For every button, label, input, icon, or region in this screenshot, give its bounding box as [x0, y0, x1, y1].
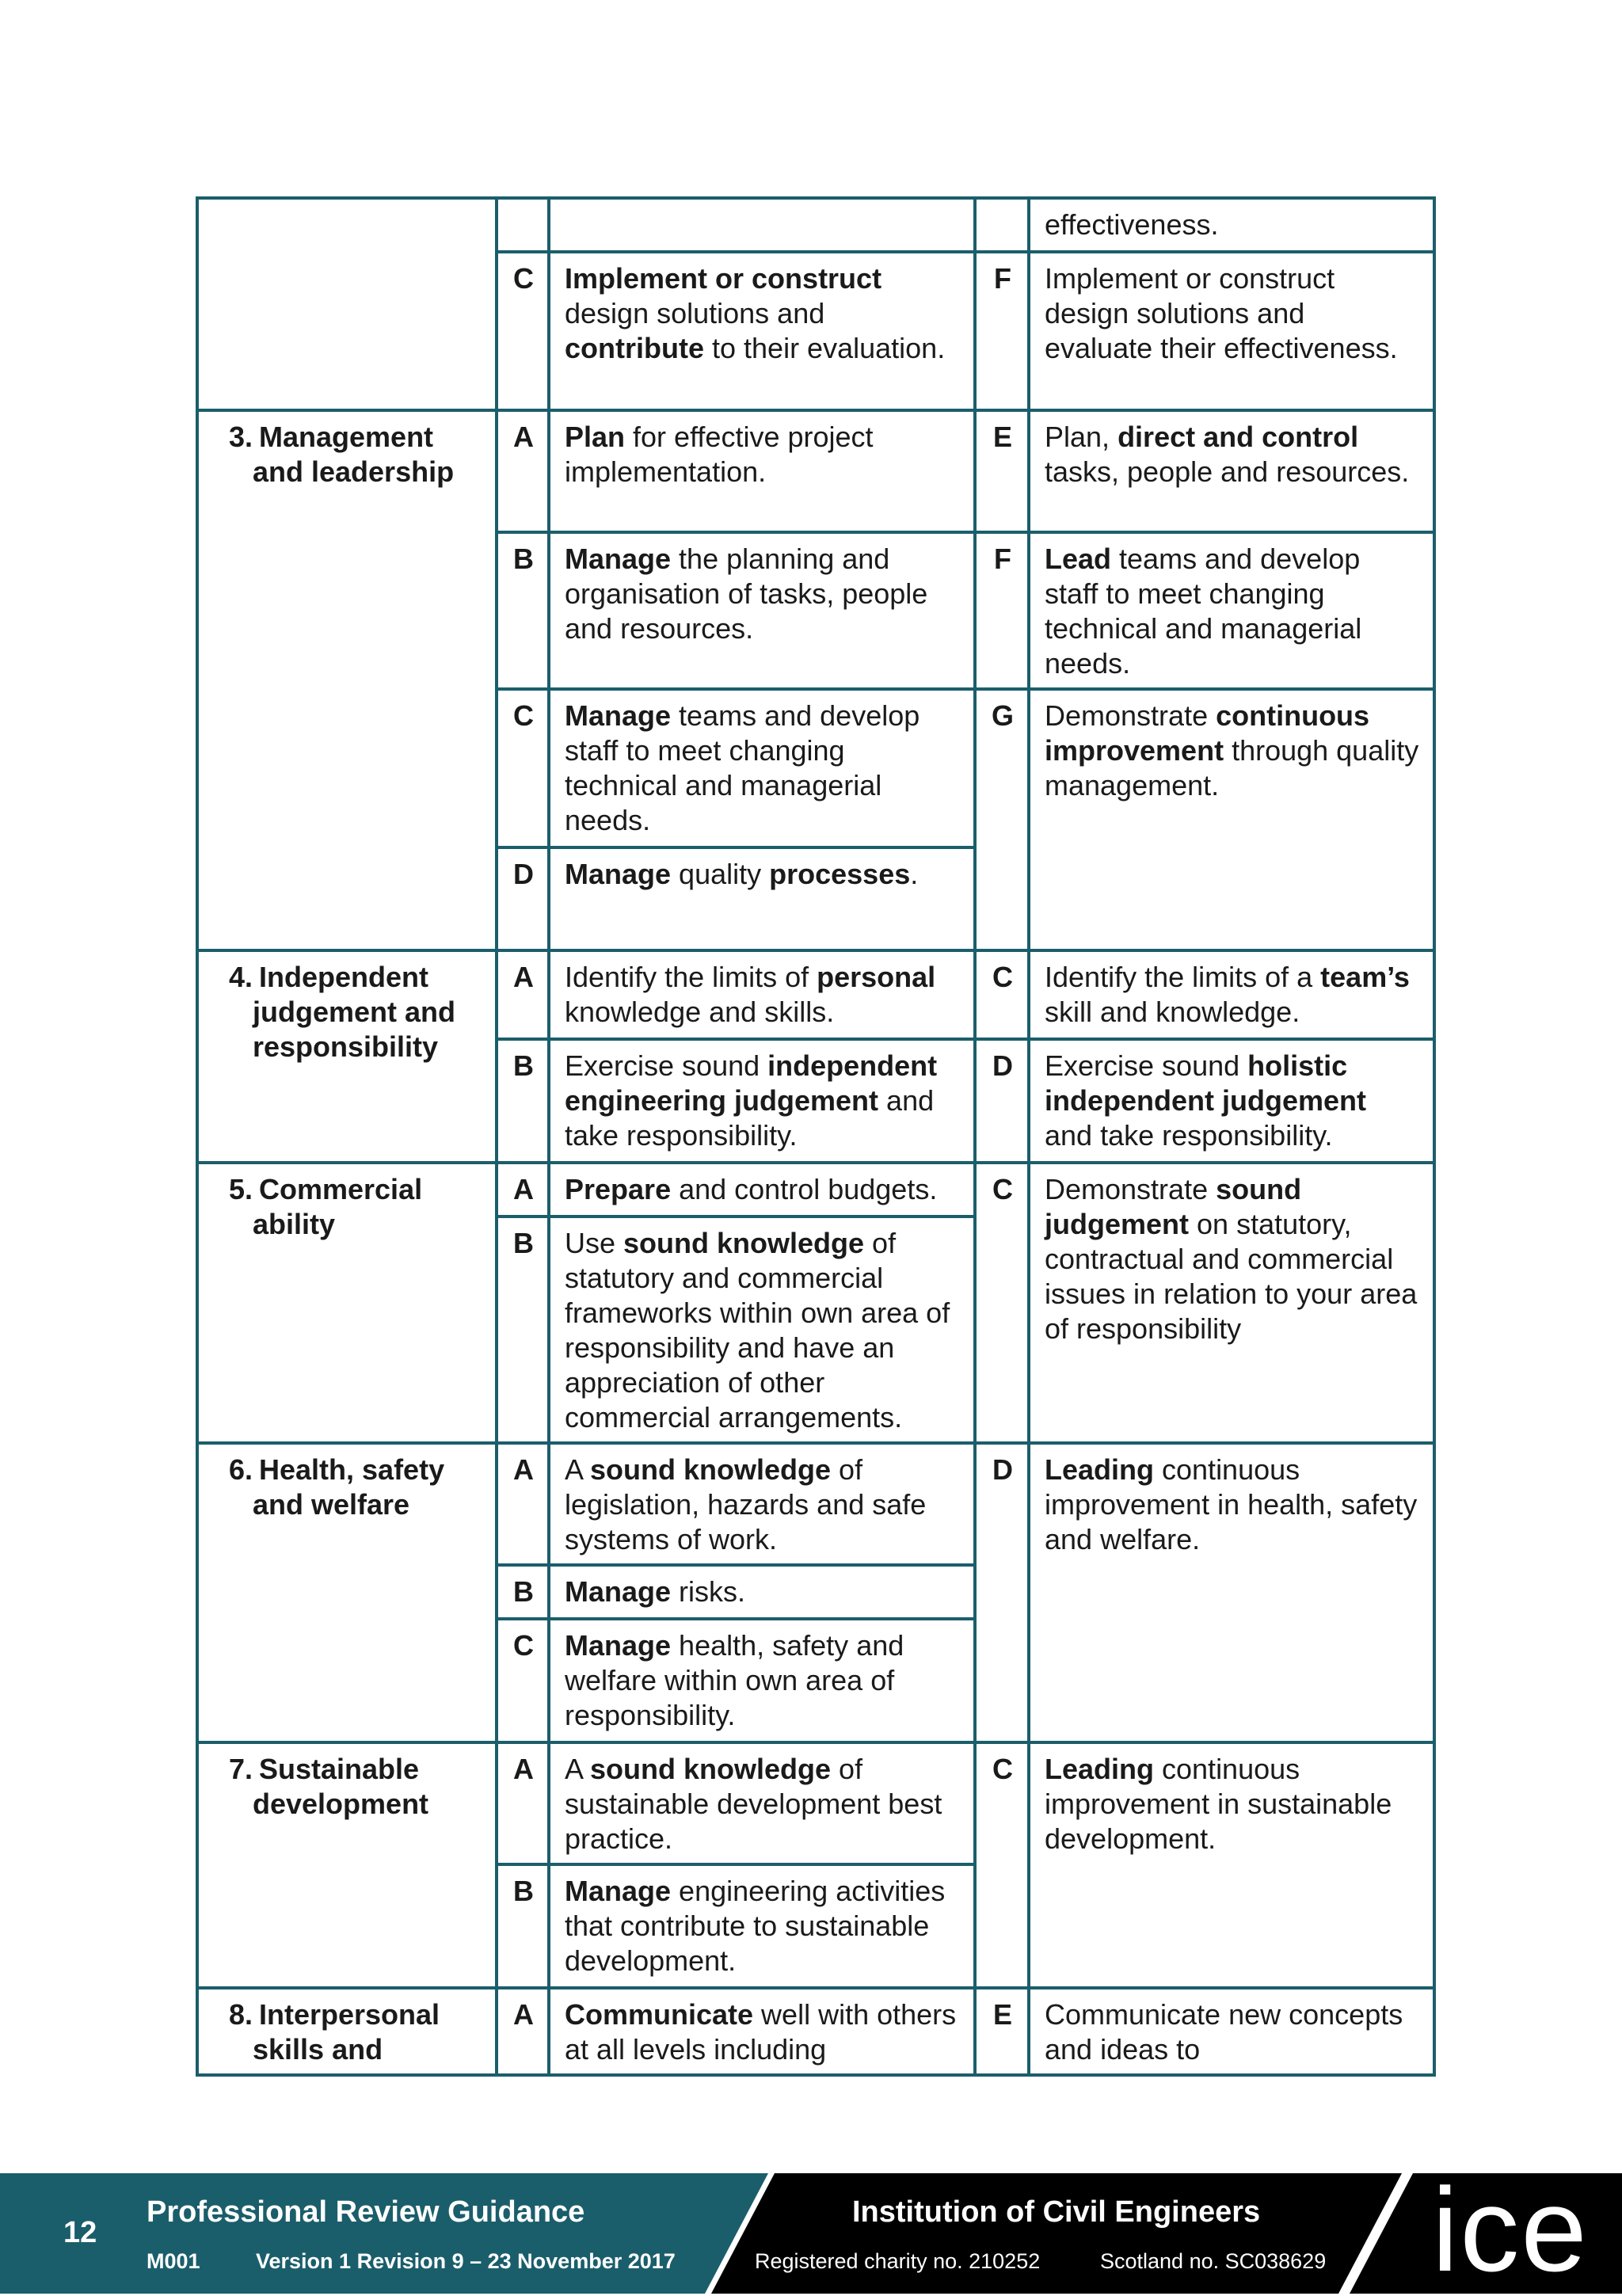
bold-text: Manage — [565, 858, 672, 890]
objective-number: 7. — [229, 1753, 253, 1785]
level-letter: C — [497, 689, 549, 847]
objective-cell — [197, 1443, 497, 1742]
attributes-table — [196, 196, 1436, 2077]
level-letter: B — [497, 1864, 549, 1988]
right-attribute-text — [1029, 410, 1434, 532]
bold-text: Communicate — [565, 1998, 754, 2031]
footer-teal-band — [0, 2173, 768, 2294]
level-letter: A — [497, 1443, 549, 1565]
objective-number: 5. — [229, 1173, 253, 1205]
objective-title-line: skills and — [253, 2033, 383, 2066]
objective-cell — [197, 1163, 497, 1443]
bold-text: contribute — [565, 332, 704, 364]
level-letter: B — [497, 532, 549, 689]
ice-logo: ice — [1432, 2163, 1589, 2296]
bold-text: Leading — [1045, 1753, 1155, 1785]
right-attribute-text — [1029, 1443, 1434, 1742]
level-letter — [975, 198, 1029, 252]
left-attribute-text — [549, 198, 975, 252]
level-letter: D — [975, 1443, 1029, 1742]
text-run: quality — [671, 858, 770, 890]
attributes-table-container — [196, 196, 1433, 2077]
document-code: M001 — [147, 2249, 200, 2273]
bold-text: Manage — [565, 1575, 672, 1608]
level-letter: C — [975, 1742, 1029, 1988]
left-attribute-text — [549, 252, 975, 410]
left-attribute-text — [549, 950, 975, 1039]
text-run: effectiveness. — [1045, 208, 1219, 241]
attributes-table-body — [197, 198, 1434, 2075]
text-run: of sustainable development best practice. — [565, 1753, 942, 1855]
objective-title-line: responsibility — [253, 1030, 439, 1063]
right-attribute-text — [1029, 1039, 1434, 1163]
bold-text: sound judgement — [1045, 1173, 1302, 1240]
bold-text: Prepare — [565, 1173, 672, 1205]
table-row — [197, 1163, 1434, 1217]
level-letter: A — [497, 1742, 549, 1864]
text-run: Use — [565, 1227, 624, 1259]
left-attribute-text — [549, 410, 975, 532]
page-footer — [0, 2163, 1622, 2296]
bold-text: Leading — [1045, 1453, 1155, 1486]
bold-text: sound knowledge — [590, 1453, 832, 1486]
bold-text: personal — [817, 961, 936, 993]
table-row — [197, 198, 1434, 252]
text-run: knowledge and skills. — [565, 996, 835, 1028]
text-run: teams and develop staff to meet changing technical and managerial needs. — [565, 699, 920, 836]
text-run: A — [565, 1753, 591, 1785]
text-run: of legislation, hazards and safe systems of work. — [565, 1453, 927, 1555]
right-attribute-text — [1029, 950, 1434, 1039]
text-run: and take responsibility. — [1045, 1119, 1333, 1152]
level-letter: A — [497, 410, 549, 532]
objective-title-line: Interpersonal — [259, 1998, 440, 2031]
text-run: health, safety and welfare within own area of responsibility. — [565, 1629, 904, 1731]
bold-text: Implement or construct — [565, 262, 882, 295]
footer-background — [0, 2173, 1622, 2294]
objective-title-line: Commercial — [259, 1173, 423, 1205]
right-attribute-text — [1029, 252, 1434, 410]
bold-text: sound knowledge — [623, 1227, 865, 1259]
level-letter — [497, 198, 549, 252]
bold-text: Manage — [565, 699, 672, 732]
level-letter: C — [497, 1619, 549, 1742]
organisation-name: Institution of Civil Engineers — [852, 2195, 1261, 2229]
level-letter: B — [497, 1565, 549, 1619]
level-letter: A — [497, 950, 549, 1039]
text-run: risks. — [671, 1575, 746, 1608]
text-run: A — [565, 1453, 591, 1486]
objective-title-line: development — [253, 1788, 429, 1820]
page-number: 12 — [63, 2216, 97, 2249]
text-run: design solutions and — [565, 297, 825, 329]
table-row — [197, 1443, 1434, 1565]
table-row — [197, 1988, 1434, 2075]
left-attribute-text — [549, 1988, 975, 2075]
objective-cell — [197, 950, 497, 1163]
objective-number: 8. — [229, 1998, 253, 2031]
bold-text: continuous improvement — [1045, 699, 1370, 767]
objective-title-line: and leadership — [253, 455, 455, 488]
text-run: and take responsibility. — [565, 1084, 935, 1152]
text-run: tasks, people and resources. — [1045, 455, 1410, 488]
bold-text: Manage — [565, 543, 672, 575]
left-attribute-text — [549, 532, 975, 689]
left-attribute-text — [549, 1565, 975, 1619]
objective-number: 6. — [229, 1453, 253, 1486]
objective-cell — [197, 1988, 497, 2075]
level-letter: A — [497, 1163, 549, 1217]
bold-text: Lead — [1045, 543, 1112, 575]
level-letter: F — [975, 252, 1029, 410]
document-title: Professional Review Guidance — [147, 2195, 585, 2229]
level-letter: B — [497, 1039, 549, 1163]
left-attribute-text — [549, 1864, 975, 1988]
bold-text: team’s — [1320, 961, 1410, 993]
table-row — [197, 1742, 1434, 1864]
text-run: on statutory, contractual and commercial issues in relation to your area of responsibility — [1045, 1208, 1418, 1345]
charity-number: Registered charity no. 210252 — [755, 2249, 1041, 2273]
objective-number: 4. — [229, 961, 253, 993]
bold-text: independent engineering judgement — [565, 1049, 938, 1117]
right-attribute-text — [1029, 1988, 1434, 2075]
right-attribute-text — [1029, 198, 1434, 252]
text-run: well with others at all levels including — [565, 1998, 957, 2066]
bold-text: holistic independent judgement — [1045, 1049, 1367, 1117]
text-run: Exercise sound — [565, 1049, 768, 1082]
bold-text: processes — [769, 858, 911, 890]
level-letter: E — [975, 1988, 1029, 2075]
level-letter: B — [497, 1217, 549, 1443]
scotland-number: Scotland no. SC038629 — [1100, 2249, 1327, 2273]
text-run: Communicate new concepts and ideas to — [1045, 1998, 1403, 2066]
objective-title-line: Sustainable — [259, 1753, 420, 1785]
right-attribute-text — [1029, 1163, 1434, 1443]
right-attribute-text — [1029, 689, 1434, 950]
bold-text: sound knowledge — [590, 1753, 832, 1785]
level-letter: C — [975, 1163, 1029, 1443]
level-letter: E — [975, 410, 1029, 532]
objective-title-line: ability — [253, 1208, 336, 1240]
text-run: Demonstrate — [1045, 699, 1216, 732]
left-attribute-text — [549, 847, 975, 950]
text-run: continuous improvement in sustainable development. — [1045, 1753, 1392, 1855]
text-run: of statutory and commercial frameworks within own area of responsibility and have an appreciation of other commercial arrangements. — [565, 1227, 950, 1434]
right-attribute-text — [1029, 532, 1434, 689]
text-run: Implement or construct design solutions and evaluate their effectiveness. — [1045, 262, 1398, 364]
right-attribute-text — [1029, 1742, 1434, 1988]
left-attribute-text — [549, 1163, 975, 1217]
level-letter: A — [497, 1988, 549, 2075]
document-version: Version 1 Revision 9 – 23 November 2017 — [256, 2249, 676, 2273]
level-letter: F — [975, 532, 1029, 689]
bold-text: Manage — [565, 1629, 672, 1662]
objective-title-line: Health, safety — [259, 1453, 445, 1486]
level-letter: D — [975, 1039, 1029, 1163]
text-run: Plan, — [1045, 421, 1118, 453]
text-run: the planning and organisation of tasks, people and resources. — [565, 543, 928, 645]
text-run: engineering activities that contribute to sustainable development. — [565, 1875, 946, 1977]
objective-cell — [197, 198, 497, 410]
objective-title-line: and welfare — [253, 1488, 410, 1521]
text-run: . — [910, 858, 919, 890]
text-run: teams and develop staff to meet changing technical and managerial needs. — [1045, 543, 1362, 680]
objective-title-line: Independent — [259, 961, 428, 993]
footer-black-band — [711, 2173, 1402, 2294]
text-run: to their evaluation. — [704, 332, 946, 364]
table-row — [197, 410, 1434, 532]
text-run: Demonstrate — [1045, 1173, 1216, 1205]
text-run: continuous improvement in health, safety and welfare. — [1045, 1453, 1418, 1555]
left-attribute-text — [549, 1039, 975, 1163]
objective-number: 3. — [229, 421, 253, 453]
bold-text: Plan — [565, 421, 626, 453]
text-run: Exercise sound — [1045, 1049, 1248, 1082]
bold-text: Manage — [565, 1875, 672, 1907]
left-attribute-text — [549, 1443, 975, 1565]
objective-title-line: judgement and — [253, 996, 456, 1028]
table-row — [197, 950, 1434, 1039]
left-attribute-text — [549, 1217, 975, 1443]
text-run: Identify the limits of — [565, 961, 817, 993]
objective-cell — [197, 1742, 497, 1988]
objective-title-line: Management — [259, 421, 434, 453]
text-run: for effective project implementation. — [565, 421, 874, 488]
level-letter: C — [497, 252, 549, 410]
bold-text: direct and control — [1118, 421, 1359, 453]
text-run: skill and knowledge. — [1045, 996, 1300, 1028]
text-run: through quality management. — [1045, 734, 1419, 802]
left-attribute-text — [549, 1619, 975, 1742]
objective-cell — [197, 410, 497, 950]
left-attribute-text — [549, 689, 975, 847]
level-letter: D — [497, 847, 549, 950]
level-letter: C — [975, 950, 1029, 1039]
text-run: and control budgets. — [671, 1173, 938, 1205]
text-run: Identify the limits of a — [1045, 961, 1321, 993]
level-letter: G — [975, 689, 1029, 950]
left-attribute-text — [549, 1742, 975, 1864]
